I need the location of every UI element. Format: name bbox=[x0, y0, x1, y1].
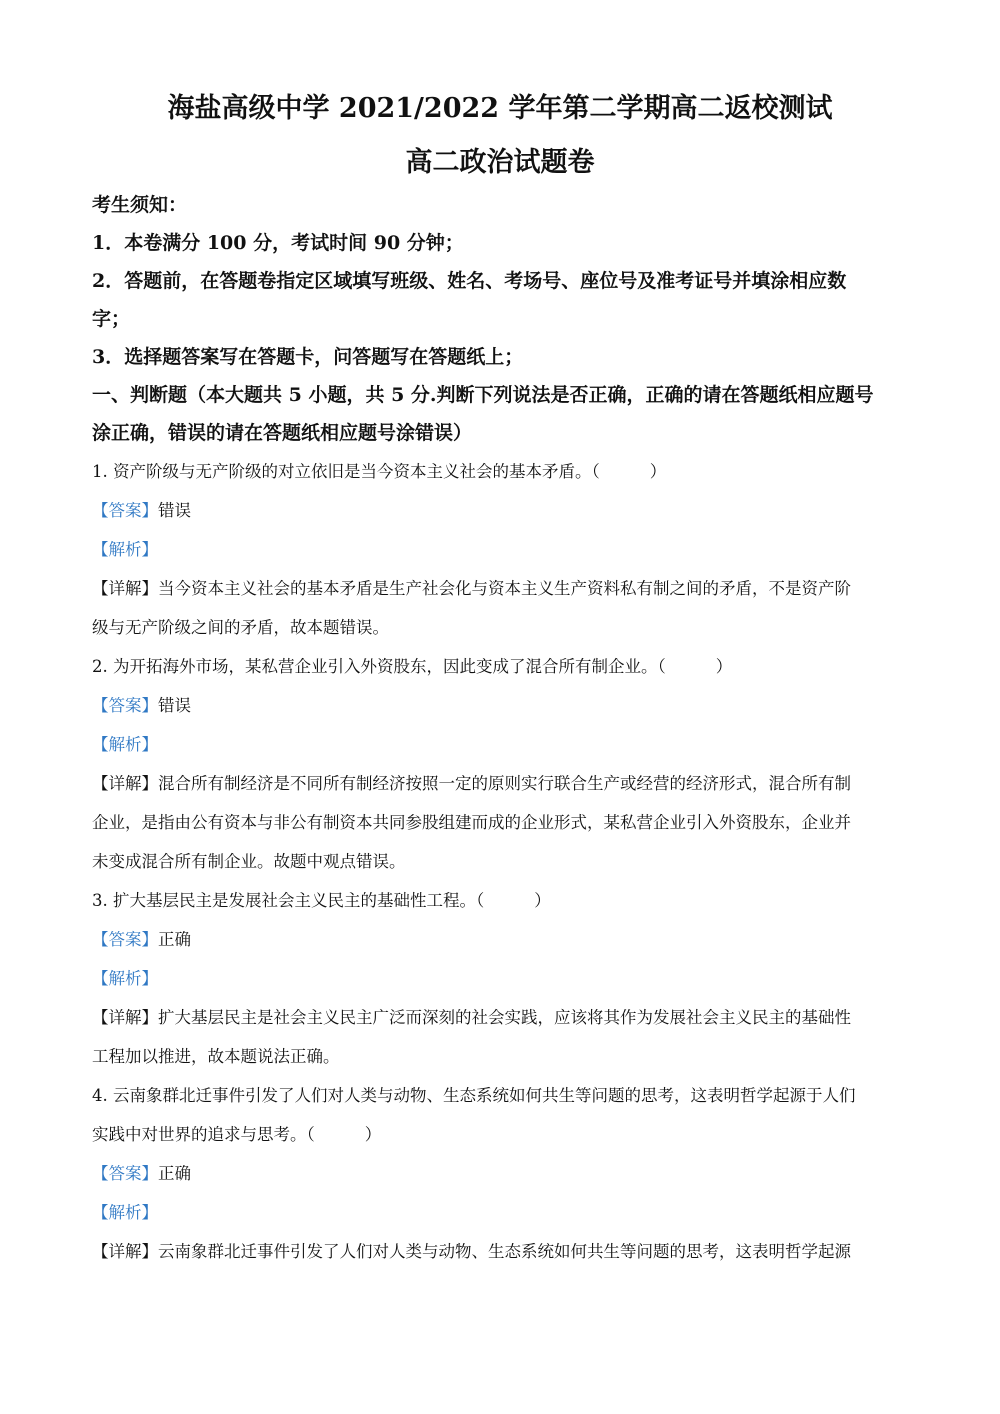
answer-value: 错误 bbox=[158, 501, 191, 520]
answer-value: 正确 bbox=[158, 930, 191, 949]
detail-line: 【详解】扩大基层民主是社会主义民主广泛而深刻的社会实践，应该将其作为发展社会主义民主的基础性 bbox=[92, 1008, 851, 1027]
analysis-label: 【解析】 bbox=[92, 540, 158, 559]
answer-value: 错误 bbox=[158, 696, 191, 715]
exam-body bbox=[92, 186, 912, 1271]
analysis-label: 【解析】 bbox=[92, 735, 158, 754]
answer-line bbox=[92, 686, 912, 725]
analysis-label: 【解析】 bbox=[92, 1203, 158, 1222]
analysis-label: 【解析】 bbox=[92, 969, 158, 988]
notice-heading: 考生须知： bbox=[92, 194, 188, 216]
question-stem: 4. 云南象群北迁事件引发了人们对人类与动物、生态系统如何共生等问题的思考，这表明哲学起源于人们 bbox=[92, 1086, 856, 1105]
detail-label: 【详解】 bbox=[92, 579, 158, 598]
notice-item: 3．选择题答案写在答题卡，问答题写在答题纸上； bbox=[92, 346, 524, 368]
notice-item: 字； bbox=[92, 308, 131, 330]
page-title: 海盐高级中学 2021/2022 学年第二学期高二返校测试 bbox=[167, 93, 833, 124]
question-stem: 3. 扩大基层民主是发展社会主义民主的基础性工程。（ ） bbox=[92, 891, 551, 910]
answer-label: 【答案】 bbox=[92, 696, 158, 715]
detail-line: 【详解】混合所有制经济是不同所有制经济按照一定的原则实行联合生产或经营的经济形式，混合所有制 bbox=[92, 774, 851, 793]
detail-line: 企业，是指由公有资本与非公有制资本共同参股组建而成的企业形式，某私营企业引入外资股东，企业并 bbox=[92, 813, 851, 832]
question-stem: 1. 资产阶级与无产阶级的对立依旧是当今资本主义社会的基本矛盾。（ ） bbox=[92, 462, 667, 481]
detail-label: 【详解】 bbox=[92, 1008, 158, 1027]
detail-label: 【详解】 bbox=[92, 774, 158, 793]
question-stem: 2. 为开拓海外市场，某私营企业引入外资股东，因此变成了混合所有制企业。（ ） bbox=[92, 657, 733, 676]
question-stem: 实践中对世界的追求与思考。（ ） bbox=[92, 1125, 382, 1144]
notice-item: 2．答题前，在答题卷指定区域填写班级、姓名、考场号、座位号及准考证号并填涂相应数 bbox=[92, 270, 847, 292]
detail-line: 【详解】云南象群北迁事件引发了人们对人类与动物、生态系统如何共生等问题的思考，这表明哲学起源 bbox=[92, 1242, 851, 1261]
detail-line: 未变成混合所有制企业。故题中观点错误。 bbox=[92, 852, 406, 871]
section-heading: 一、判断题（本大题共 5 小题，共 5 分.判断下列说法是否正确，正确的请在答题纸相应题号 bbox=[92, 384, 874, 406]
answer-value: 正确 bbox=[158, 1164, 191, 1183]
detail-label: 【详解】 bbox=[92, 1242, 158, 1261]
answer-line bbox=[92, 920, 912, 959]
detail-line: 工程加以推进，故本题说法正确。 bbox=[92, 1047, 340, 1066]
detail-line: 级与无产阶级之间的矛盾，故本题错误。 bbox=[92, 618, 389, 637]
page-subtitle: 高二政治试题卷 bbox=[405, 147, 595, 178]
answer-line bbox=[92, 491, 912, 530]
detail-line: 【详解】当今资本主义社会的基本矛盾是生产社会化与资本主义生产资料私有制之间的矛盾，不是资产阶 bbox=[92, 579, 851, 598]
answer-label: 【答案】 bbox=[92, 930, 158, 949]
answer-label: 【答案】 bbox=[92, 1164, 158, 1183]
answer-line bbox=[92, 1154, 912, 1193]
answer-label: 【答案】 bbox=[92, 501, 158, 520]
section-heading: 涂正确，错误的请在答题纸相应题号涂错误） bbox=[92, 422, 473, 444]
notice-item: 1．本卷满分 100 分，考试时间 90 分钟； bbox=[92, 232, 464, 254]
